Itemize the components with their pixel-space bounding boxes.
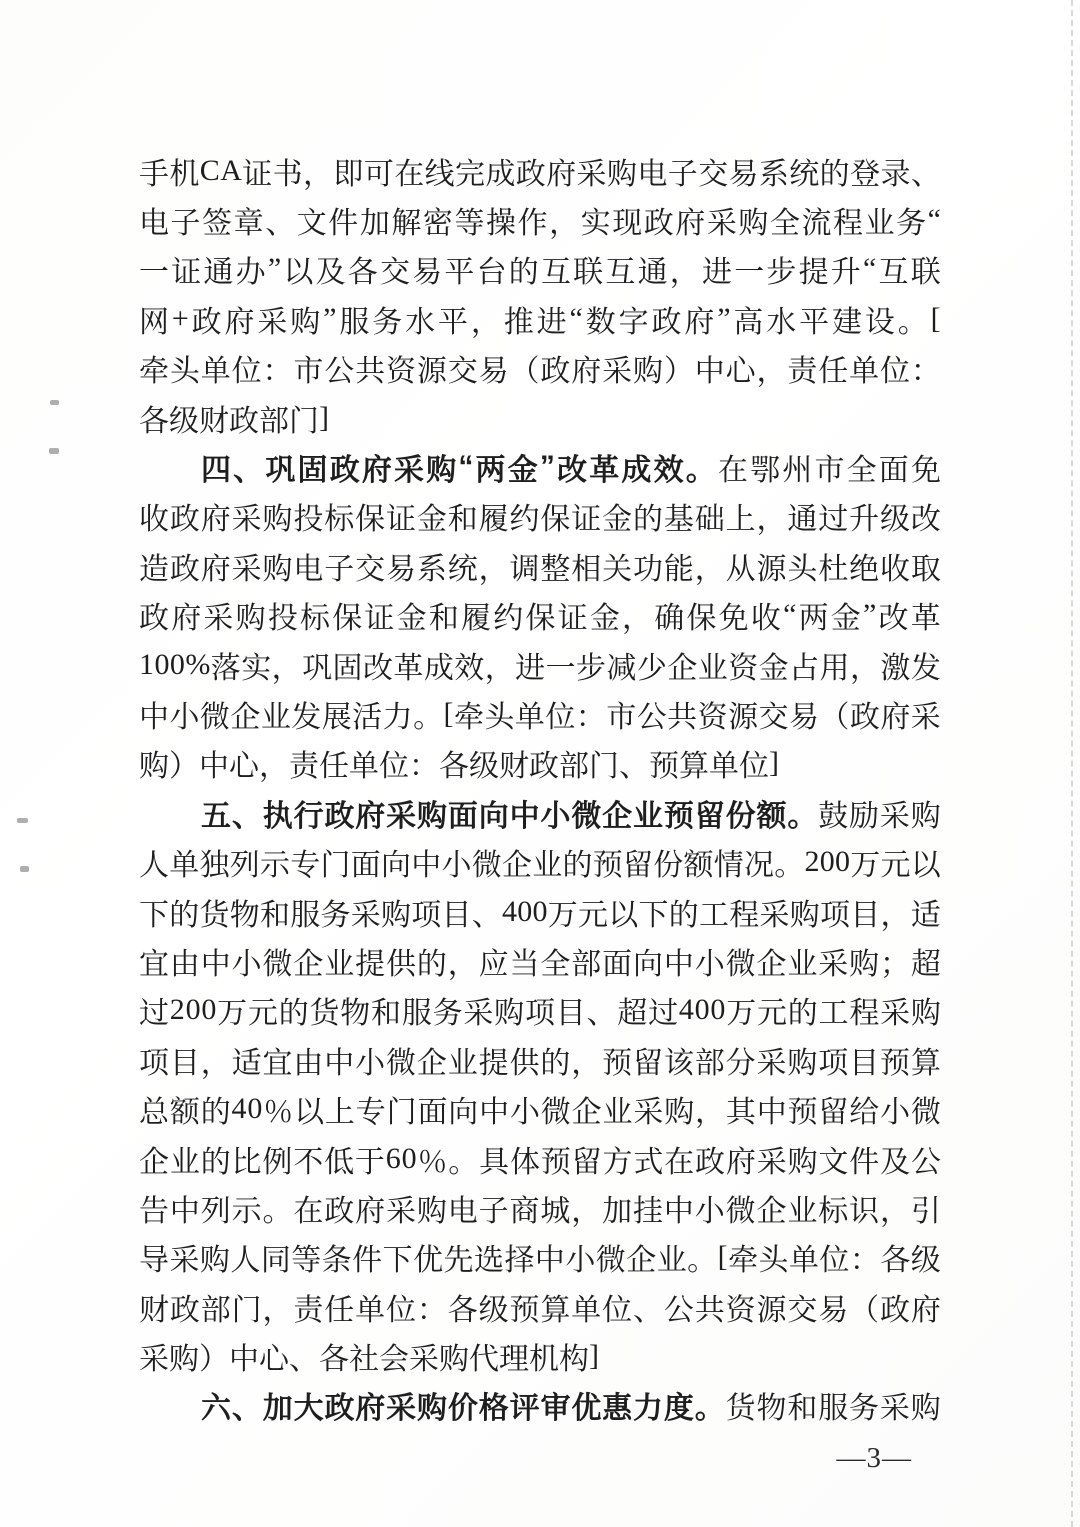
text-line: 手 机 C A 证 书 ， 即 可 在 线 完 成 政 府 采 购 电 子 交 易 系 统 的 登 录 、 xyxy=(139,153,941,191)
scan-edge-dotted-line xyxy=(1071,0,1073,1527)
text-line: 收 政 府 采 购 投 标 保 证 金 和 履 约 保 证 金 的 基 础 上 ， 通 过 升 级 改 xyxy=(139,503,941,537)
scan-speck xyxy=(20,866,29,872)
text-line: 四 、 巩 固 政 府 采 购 “ 两 金 ” 改 革 成 效 。 在 鄂 州 市 全 面 免 xyxy=(201,450,941,488)
text-line: 采 购 ） 中 心 、 各 社 会 采 购 代 理 机 构 ] xyxy=(139,1339,599,1377)
text-line: 电 子 签 章 、 文 件 加 解 密 等 操 作 ， 实 现 政 府 采 购 全 流 程 业 务 “ xyxy=(139,203,941,241)
text-line: 财 政 部 门 ， 责 任 单 位 ： 各 级 预 算 单 位 、 公 共 资 源 交 易 （ 政 府 xyxy=(139,1293,941,1327)
text-line: 六 、 加 大 政 府 采 购 价 格 评 审 优 惠 力 度 。 货 物 和 服 务 采 购 xyxy=(201,1392,941,1426)
scan-speck xyxy=(49,448,59,454)
scan-speck xyxy=(50,400,59,405)
text-line: 政 府 采 购 投 标 保 证 金 和 履 约 保 证 金 ， 确 保 免 收 “ 两 金 ” 改 革 xyxy=(139,598,941,636)
text-line: 1 0 0 % 落 实 ， 巩 固 改 革 成 效 ， 进 一 步 减 少 企 业 资 金 占 用 ， 激 发 xyxy=(139,647,941,685)
text-line: 网 + 政 府 采 购 ” 服 务 水 平 ， 推 进 “ 数 字 政 府 ” 高 水 平 建 设 。 [ xyxy=(139,301,941,339)
text-line: 宜 由 中 小 微 企 业 提 供 的 ， 应 当 全 部 面 向 中 小 微 企 业 采 购 ； 超 xyxy=(139,947,941,981)
text-line: 中 小 微 企 业 发 展 活 力 。 [ 牵 头 单 位 ： 市 公 共 资 源 交 易 （ 政 府 采 xyxy=(139,696,941,734)
text-line: 各 级 财 政 部 门 ] xyxy=(139,400,329,438)
text-line: 人 单 独 列 示 专 门 面 向 中 小 微 企 业 的 预 留 份 额 情 况 。 2 0 0 万 元 以 xyxy=(139,845,941,883)
text-line: 告 中 列 示 。 在 政 府 采 购 电 子 商 城 ， 加 挂 中 小 微 企 业 标 识 ， 引 xyxy=(139,1194,941,1228)
document-body xyxy=(139,146,941,1430)
text-line: 项 目 ， 适 宜 由 中 小 微 企 业 提 供 的 ， 预 留 该 部 分 采 购 项 目 预 算 xyxy=(139,1046,941,1080)
text-line: 过 2 0 0 万 元 的 货 物 和 服 务 采 购 项 目 、 超 过 4 0 0 万 元 的 工 程 采 购 xyxy=(139,993,941,1031)
page-number: —3— xyxy=(836,1442,912,1474)
scan-speck xyxy=(17,818,28,823)
text-line: 牵 头 单 位 ： 市 公 共 资 源 交 易 （ 政 府 采 购 ） 中 心 ， 责 任 单 位 ： xyxy=(139,355,941,389)
text-line: 总 额 的 4 0 ％ 以 上 专 门 面 向 中 小 微 企 业 采 购 ， 其 中 预 留 给 小 微 xyxy=(139,1092,941,1130)
text-line: 购 ） 中 心 ， 责 任 单 位 ： 各 级 财 政 部 门 、 预 算 单 位 ] xyxy=(139,746,779,784)
text-line: 企 业 的 比 例 不 低 于 6 0 ％ 。 具 体 预 留 方 式 在 政 府 采 购 文 件 及 公 xyxy=(139,1141,941,1179)
text-line: 导 采 购 人 同 等 条 件 下 优 先 选 择 中 小 微 企 业 。 [ 牵 头 单 位 ： 各 级 xyxy=(139,1240,941,1278)
text-line: 下 的 货 物 和 服 务 采 购 项 目 、 4 0 0 万 元 以 下 的 工 程 采 购 项 目 ， 适 xyxy=(139,894,941,932)
text-line: 一 证 通 办 ” 以 及 各 交 易 平 台 的 互 联 互 通 ， 进 一 步 提 升 “ 互 联 xyxy=(139,252,941,290)
text-line: 五 、 执 行 政 府 采 购 面 向 中 小 微 企 业 预 留 份 额 。 鼓 励 采 购 xyxy=(201,799,941,833)
text-line: 造 政 府 采 购 电 子 交 易 系 统 ， 调 整 相 关 功 能 ， 从 源 头 杜 绝 收 取 xyxy=(139,552,941,586)
